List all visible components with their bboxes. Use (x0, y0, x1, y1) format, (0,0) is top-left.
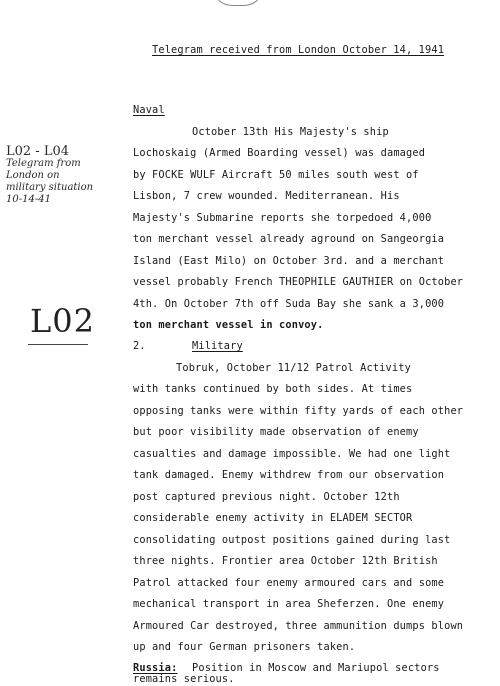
naval-line: Lochoskaig (Armed Boarding vessel) was damaged (133, 147, 426, 159)
naval-heading: Naval (133, 104, 165, 116)
handwritten-note-line: London on (6, 170, 60, 181)
military-number: 2. (133, 340, 146, 352)
handwritten-note-line: L02 - L04 (6, 144, 70, 159)
naval-line: 4th. On October 7th off Suda Bay she sank a 3,000 (133, 298, 445, 310)
handwritten-note-line: 10-14-41 (6, 194, 51, 205)
military-line: with tanks continued by both sides. At times (133, 383, 413, 395)
naval-line: Island (East Milo) on October 3rd. and a merchant (133, 255, 445, 267)
military-heading: Military (192, 340, 243, 352)
military-line: Armoured Car destroyed, three ammunition dumps blown (133, 620, 464, 632)
military-line: three nights. Frontier area October 12th British (133, 555, 438, 567)
military-line: post captured previous night. October 12th (133, 491, 400, 503)
naval-line: Lisbon, 7 crew wounded. Mediterranean. His (133, 190, 400, 202)
russia-line: Position in Moscow and Mariupol sectors (192, 662, 440, 674)
naval-line: ton merchant vessel in convoy. (133, 319, 324, 331)
russia-line: remains serious. (133, 673, 235, 685)
military-line: considerable enemy activity in ELADEM SECTOR (133, 512, 413, 524)
military-line: casualties and damage impossible. We had one light (133, 448, 451, 460)
military-line: Tobruk, October 11/12 Patrol Activity (176, 362, 411, 374)
handwritten-page-mark: L02 (30, 302, 95, 340)
page-mark-underline (28, 340, 88, 345)
naval-line: vessel probably French THEOPHILE GAUTHIER on October (133, 276, 464, 288)
telegram-heading: Telegram received from London October 14, 1941 (152, 44, 445, 56)
military-line: mechanical transport in area Sheferzen. One enemy (133, 598, 445, 610)
naval-line: October 13th His Majesty's ship (192, 126, 389, 138)
handwritten-note-line: military situation (6, 182, 94, 193)
military-line: but poor visibility made observation of enemy (133, 426, 419, 438)
handwritten-note-line: Telegram from (6, 158, 81, 169)
naval-line: Majesty's Submarine reports she torpedoed 4,000 (133, 212, 432, 224)
military-line: consolidating outpost positions gained during last (133, 534, 451, 546)
military-line: up and four German prisoners taken. (133, 641, 356, 653)
naval-line: ton merchant vessel already aground on Sangeorgia (133, 233, 445, 245)
military-line: Patrol attacked four enemy armoured cars and some (133, 577, 445, 589)
military-line: opposing tanks were within fifty yards of each other (133, 405, 464, 417)
military-line: tank damaged. Enemy withdrew from our observation (133, 469, 445, 481)
russia-label: Russia: (133, 662, 178, 674)
punch-hole-mark (212, 0, 264, 6)
naval-line: by FOCKE WULF Aircraft 50 miles south west of (133, 169, 419, 181)
handwritten-margin-note (6, 146, 136, 206)
